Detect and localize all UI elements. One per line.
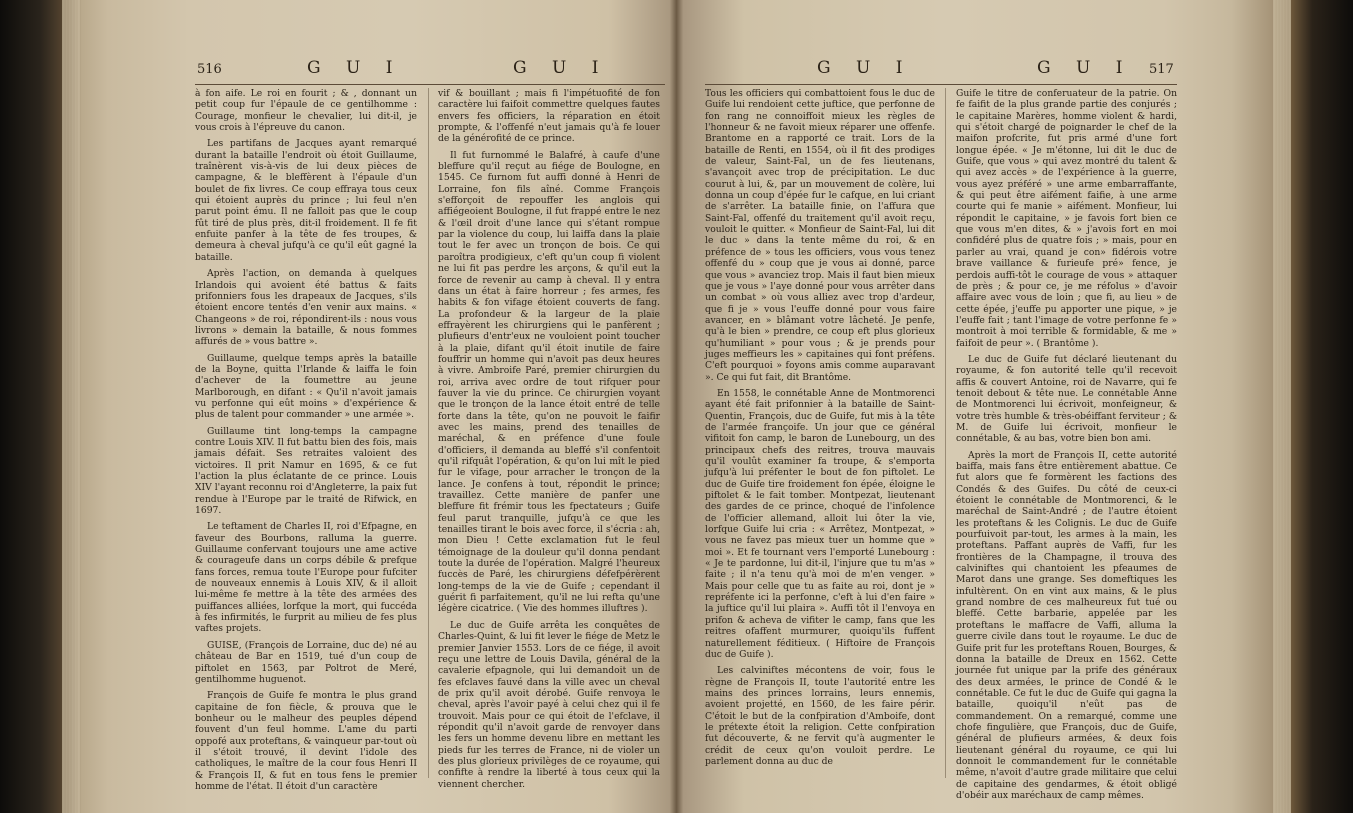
page-edges-left [62, 0, 80, 813]
paragraph: Après la mort de François II, cette autorité baiffa, mais fans être entièrement abattue. Ce fut alors que fe formèrent les factions des Condés & des Guifes. Du côté de ceux-ci étoient le connétable de Montmorenci, & le maréchal de Saint-André ; de l'autre étoient les proteftans & les Colignis. Le duc de Guife pourfuivoit par-tout, les armes à la main, les proteftans. Paffant auprès de Vaffi, fur les frontières de la Champagne, il trouva des calviniftes qui chantoient les pfeaumes de Marot dans une grange. Ses domeftiques les infultèrent. On en vint aux mains, & le plus grand nombre de ces malheureux fut tué ou bleffé. Cette barbarie, appelée par les proteftans le maffacre de Vaffi, alluma la guerre civile dans tout le royaume. Le duc de Guife prit fur les proteftans Rouen, Bourges, & donna la bataille de Dreux en 1562. Cette journée fut unique par la prife des généraux des deux armées, le prince de Condé & le connétable. Ce fut le duc de Guife qui gagna la bataille, quoiqu'il n'eût pas de commandement. On a remarqué, comme une chofe fingulière, que François, duc de Guife, général de plufieurs armées, & deux fois lieutenant général du royaume, ce qui lui donnoit le commandement fur le connétable même, n'avoit d'autre grade militaire que celui de capitaine des gendarmes, & étoit obligé d'obéir aux maréchaux de camp mêmes. [956, 449, 1177, 801]
paragraph: Le duc de Guife fut déclaré lieutenant du royaume, & fon autorité telle qu'il recevoit affis & couvert Antoine, roi de Navarre, qui fe tenoit debout & tête nue. Le connétable Anne de Montmorenci lui écrivoit, monfeigneur, & votre très humble & très-obéiffant ferviteur ; & M. de Guife lui écrivoit, monfieur le connétable, & au bas, votre bien bon ami. [956, 353, 1177, 445]
left-head-rule [195, 84, 665, 85]
entry-heading-guise: GUISE, (François de Lorraine, duc de) né au château de Bar en 1519, tué d'un coup de piftolet en 1563, par Poltrot de Meré, gentilhomme huguenot. [195, 639, 417, 685]
paragraph: François de Guife fe montra le plus grand capitaine de fon fiècle, & prouva que le bonheur ou le malheur des peuples dépend fouvent d'un feul homme. L'ame du parti oppofé aux proteftans, & vainqueur par-tout où il s'étoit trouvé, il devint l'idole des catholiques, le maître de la cour fous Henri II & François II, & fut en tous fens le premier homme de l'état. Il étoit d'un caractère [195, 690, 417, 792]
right-running-head-col2: G U I [1037, 58, 1133, 78]
paragraph: Le duc de Guife arrêta les conquêtes de Charles-Quint, & lui fit lever le fiége de Metz le premier Janvier 1553. Lors de ce fiége, il avoit reçu une lettre de Louis Davila, général de la cavalerie efpagnole, qui lui demandoit un de fes efclaves fauvé dans la ville avec un cheval de prix qu'il avoit dérobé. Guife renvoya le cheval, après l'avoir payé à celui chez qui il fe trouvoit. Mais pour ce qui étoit de l'efclave, il répondit qu'il n'avoit garde de renvoyer dans les fers un homme devenu libre en mettant les pieds fur les terres de France, ni de violer un des plus glorieux privilèges de ce royaume, qui confifte à rendre la liberté à tous ceux qui la viennent chercher. [438, 619, 660, 790]
left-running-head-col1: G U I [307, 58, 403, 78]
paragraph: Guife le titre de conferuateur de la patrie. On fe faifit de la plus grande partie des conjurés ; le capitaine Marères, homme violent & hardi, qui s'étoit chargé de poignarder le chef de la maifon profcrite, fut pris armé d'une fort longue épée. « Je m'étonne, lui dit le duc de Guife, que vous » qui avez montré du talent & qui avez accès » de l'expérience à la guerre, vous ayez préféré » une arme embarraffante, & qui peut être aifément faifie, à une arme courte qui fe manie » aifément. Monfieur, lui répondit le capitaine, » je favois fort bien ce que vous m'en dites, & » j'avois fort en moi confidéré plus de quatre fois ; » mais, pour en parler au vrai, quand je con» fidérois votre brave vaillance & furieufe pré» fence, je perdois auffi-tôt le courage de vous » attaquer de près ; & pour ce, je me réfolus » d'avoir affaire avec vous de loin ; que fi, au lieu » de cette épée, j'euffe pu apporter une pique, » je l'euffe fait ; tant l'image de votre perfonne fe » montroit à moi terrible & formidable, & me » faifoit de peur ». ( Brantôme ). [956, 88, 1177, 349]
paragraph: Le teftament de Charles II, roi d'Efpagne, en faveur des Bourbons, ralluma la guerre. Guillaume confervant toujours une ame active & courageufe dans un corps débile & prefque fans forces, remua toute l'Europe pour fufciter de nouveaux ennemis à Louis XIV, & il alloit lui-même fe mettre à la tête des armées des puiffances alliées, lorfque la mort, qui fuccéda à fes infirmités, le furprit au milieu de fes plus vaftes projets. [195, 521, 417, 635]
paragraph: à fon aife. Le roi en fourit ; & , donnant un petit coup fur l'épaule de ce gentilhomme : Courage, monfieur le chevalier, lui dit-il, je vous crois à l'épreuve du canon. [195, 88, 417, 134]
paragraph: Guillaume, quelque temps après la bataille de la Boyne, quitta l'Irlande & laiffa le foin d'achever de la foumettre au jeune Marlborough, en difant : « Qu'il n'avoit jamais vu perfonne qui eût moins » d'expérience & plus de talent pour commander » une armée ». [195, 352, 417, 421]
right-head-rule [705, 84, 1177, 85]
paragraph: Les calviniftes mécontens de voir, fous le règne de François II, toute l'autorité entre les mains des princes lorrains, leurs ennemis, avoient projetté, en 1560, de les faire périr. C'étoit le but de la confpiration d'Amboife, dont le prétexte étoit la religion. Cette confpiration fut découverte, & ne fervit qu'à augmenter le crédit de ceux qu'on vouloit perdre. Le parlement donna au duc de [705, 665, 935, 767]
page-edges-right [1273, 0, 1291, 813]
left-page-number: 516 [197, 62, 222, 77]
left-column-divider [428, 88, 429, 778]
right-column-1 [705, 88, 935, 772]
paragraph: Les partifans de Jacques ayant remarqué durant la bataille l'endroit où étoit Guillaume, traînèrent vis-à-vis de lui deux pièces de campagne, & le bleffèrent à l'épaule d'un boulet de fix livres. Ce coup effraya tous ceux qui étoient auprès du prince ; lui feul n'en parut point ému. Il ne falloit pas que le coup fût tiré de plus près, dit-il froidement. Il fe fit enfuite panfer à la tête de fes troupes, & demeura à cheval jufqu'à ce qu'il eût gagné la bataille. [195, 138, 417, 263]
left-running-head-col2: G U I [513, 58, 609, 78]
paragraph: En 1558, le connétable Anne de Montmorenci ayant été fait prifonnier à la bataille de Saint-Quentin, François, duc de Guife, fut mis à la tête de l'armée françoife. Un jour que ce général vifitoit fon camp, le baron de Lunebourg, un des principaux chefs des reitres, trouva mauvais qu'il voulût examiner fa troupe, & s'emporta jufqu'à lui préfenter le bout de fon piftolet. Le duc de Guife tire froidement fon épée, éloigne le piftolet & le fait tomber. Montpezat, lieutenant des gardes de ce prince, choqué de l'infolence de l'officier allemand, alloit lui ôter la vie, lorfque Guife lui cria : « Arrêtez, Montpezat, » vous ne favez pas mieux tuer un homme que » moi ». Et fe tournant vers l'emporté Lunebourg : « Je te pardonne, lui dit-il, l'injure que tu m'as » faite ; il n'a tenu qu'à moi de m'en venger. » Mais pour celle que tu as faite au roi, dont je » repréfente ici la perfonne, c'eft à lui d'en faire » la juftice qu'il lui plaira ». Auffi tôt il l'envoya en prifon & acheva de vifiter le camp, fans que les reitres ofaffent murmurer, quoiqu'ils fuffent naturellement féditieux. ( Hiftoire de François duc de Guife ). [705, 387, 935, 660]
left-column-1 [195, 88, 417, 797]
paragraph: Il fut furnommé le Balafré, à caufe d'une bleffure qu'il reçut au fiége de Boulogne, en 1545. Ce furnom fut auffi donné à Henri de Lorraine, fon fils aîné. Comme François s'efforçoit de repouffer les anglois qui affiégeoient Boulogne, il fut frappé entre le nez & l'œil droit d'une lance qui s'étant rompue par la violence du coup, lui laiffa dans la plaie tout le fer avec un tronçon de bois. Ce qui paroîtra prodigieux, c'eft qu'un coup fi violent ne lui fit pas perdre les arçons, & qu'il eut la force de revenir au camp à cheval. Il y entra dans un état à faire horreur ; fes armes, fes habits & fon vifage étoient couverts de fang. La profondeur & la largeur de la plaie effrayèrent les chirurgiens qui le panfèrent ; plufieurs d'entr'eux ne vouloient point toucher à la plaie, difant qu'il étoit inutile de faire fouffrir un homme qui n'avoit pas deux heures à vivre. Ambroife Paré, premier chirurgien du roi, arriva avec ordre de tout rifquer pour fauver la vie du prince. Ce chirurgien voyant que le tronçon de la lance étoit entré de telle forte dans la tête, qu'on ne pouvoit le faifir avec les mains, prend des tenailles de maréchal, & en préfence d'une foule d'officiers, il demanda au bleffé s'il confentoit qu'il rifquât l'opération, & qu'on lui mît le pied fur le vifage, pour arracher le tronçon de la lance. Je confens à tout, répondit le prince; travaillez. Cette manière de panfer une bleffure fit frémir tous les fpectateurs ; Guife feul parut tranquille, jufqu'à ce que les tenailles tirant le bois avec force, il s'écria : ah, mon Dieu ! Cette exclamation fut le feul témoignage de la douleur qu'il donna pendant toute la durée de l'opération. Malgré l'heureux fuccès de Paré, les chirurgiens défefpérèrent long-temps de la vie de Guife ; cependant il guérit fi parfaitement, qu'il ne lui refta qu'une légère cicatrice. ( Vie des hommes illuftres ). [438, 149, 660, 615]
paragraph: Tous les officiers qui combattoient fous le duc de Guife lui rendoient cette juftice, que perfonne de fon rang ne connoiffoit mieux les règles de l'honneur & ne favoit mieux réparer une offenfe. Brantome en a rapporté ce trait. Lors de la bataille de Renti, en 1554, où il fit des prodiges de valeur, Saint-Fal, un de fes lieutenans, s'avançoit avec trop de précipitation. Le duc courut à lui, &, par un mouvement de colère, lui donna un coup d'épée fur le cafque, en lui criant de s'arrêter. La bataille finie, on l'affura que Saint-Fal, offenfé du traitement qu'il avoit reçu, vouloit le quitter. « Monfieur de Saint-Fal, lui dit le duc » dans la tente même du roi, & en préfence de » tous les officiers, vous vous tenez offenfé du » coup que je vous ai donné, parce que vous » avanciez trop. Mais il faut bien mieux que je vous » l'aye donné pour vous arrêter dans un combat » où vous alliez avec trop d'ardeur, que fi je » vous l'euffe donné pour vous faire avancer, en » blâmant votre lâcheté. Je penfe, qu'à le bien » prendre, ce coup eft plus glorieux qu'humiliant » pour vous ; & je prends pour juges meffieurs les » capitaines qui font préfens. C'eft pourquoi » foyons amis comme auparavant ». Ce qui fut fait, dit Brantôme. [705, 88, 935, 383]
left-column-2 [438, 88, 660, 795]
right-column-divider [945, 88, 946, 778]
right-running-head-col1: G U I [817, 58, 913, 78]
paragraph: Après l'action, on demanda à quelques Irlandois qui avoient été battus & faits prifonniers fous les drapeaux de Jacques, s'ils étoient encore tentés d'en venir aux mains. « Changeons » de roi, répondirent-ils : nous vous livrons » demain la bataille, & nous fommes affurés de » vous battre ». [195, 268, 417, 348]
right-page-number: 517 [1149, 62, 1174, 77]
right-column-2 [956, 88, 1177, 806]
paragraph: vif & bouillant ; mais fi l'impétuofité de fon caractère lui faifoit commettre quelques fautes envers fes officiers, la réparation en étoit prompte, & l'offenfé n'eut jamais qu'à fe louer de la générofité de ce prince. [438, 88, 660, 145]
paragraph: Guillaume tint long-temps la campagne contre Louis XIV. Il fut battu bien des fois, mais jamais défait. Ses retraites valoient des victoires. Il prit Namur en 1695, & ce fut l'action la plus éclatante de ce prince. Louis XIV l'ayant reconnu roi d'Angleterre, la paix fut rendue à l'Europe par le traité de Rifwick, en 1697. [195, 425, 417, 517]
